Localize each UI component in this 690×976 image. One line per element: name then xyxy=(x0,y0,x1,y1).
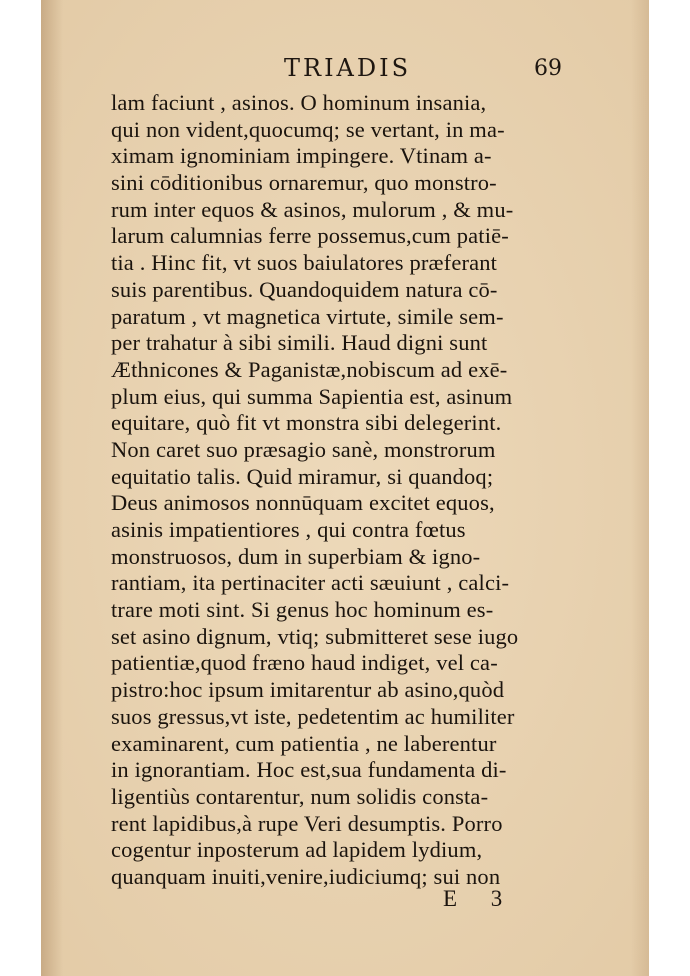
running-head: TRIADIS xyxy=(284,54,412,82)
text-line: patientiæ,quod fræno haud indiget, vel ca- xyxy=(111,650,498,676)
text-line: pistro:hoc ipsum imitarentur ab asino,quòd xyxy=(111,677,505,703)
text-line: quanquam inuiti,venire,iudiciumq; sui non xyxy=(111,863,501,889)
text-line: monstruosos, dum in superbiam & igno- xyxy=(111,543,481,569)
text-line: tia . Hinc fit, vt suos baiulatores præferant xyxy=(111,250,498,276)
text-line: Æthnicones & Paganistæ,nobiscum ad exē- xyxy=(111,356,508,382)
text-line: Deus animosos nonnūquam excitet equos, xyxy=(111,490,495,516)
text-line: qui non vident,quocumq; se vertant, in ma- xyxy=(111,116,505,142)
text-line: suos gressus,vt iste, pedetentim ac humiliter xyxy=(111,703,515,729)
text-line: sini cōditionibus ornaremur, quo monstro- xyxy=(111,170,497,196)
page-header xyxy=(41,54,649,86)
text-line: cogentur inposterum ad lapidem lydium, xyxy=(111,837,483,863)
text-line: ximam ignominiam impingere. Vtinam a- xyxy=(111,143,492,169)
text-line: trare moti sint. Si genus hoc hominum es- xyxy=(111,597,494,623)
body-text xyxy=(111,90,601,891)
text-line: lam faciunt , asinos. O hominum insania, xyxy=(111,90,487,115)
page-footer xyxy=(41,886,649,916)
text-line: set asino dignum, vtiq; submitteret sese iugo xyxy=(111,623,519,649)
text-line: asinis impatientiores , qui contra fœtus xyxy=(111,517,466,542)
text-line: equitatio talis. Quid miramur, si quandoq; xyxy=(111,463,494,489)
text-line: Non caret suo præsagio sanè, monstrorum xyxy=(111,436,496,462)
text-line: suis parentibus. Quandoquidem natura cō- xyxy=(111,276,498,302)
text-line: paratum , vt magnetica virtute, simile sem- xyxy=(111,303,504,329)
text-line: examinarent, cum patientia , ne laberentur xyxy=(111,730,497,756)
text-line: ligentiùs contarentur, num solidis consta- xyxy=(111,783,489,809)
text-line: rantiam, ita pertinaciter acti sæuiunt , calci- xyxy=(111,570,510,596)
text-line: larum calumnias ferre possemus,cum patiē- xyxy=(111,223,509,249)
text-line: rent lapidibus,à rupe Veri desumptis. Porro xyxy=(111,810,503,836)
text-line: rum inter equos & asinos, mulorum , & mu- xyxy=(111,196,514,222)
text-line: per trahatur à sibi simili. Haud digni sunt xyxy=(111,330,488,356)
signature-mark: E 3 xyxy=(443,886,517,911)
text-line: equitare, quò fit vt monstra sibi delegerint. xyxy=(111,410,502,436)
text-line: in ignorantiam. Hoc est,sua fundamenta di- xyxy=(111,757,507,783)
book-page xyxy=(41,0,649,976)
page-number: 69 xyxy=(534,56,562,81)
text-line: plum eius, qui summa Sapientia est, asinum xyxy=(111,383,513,409)
